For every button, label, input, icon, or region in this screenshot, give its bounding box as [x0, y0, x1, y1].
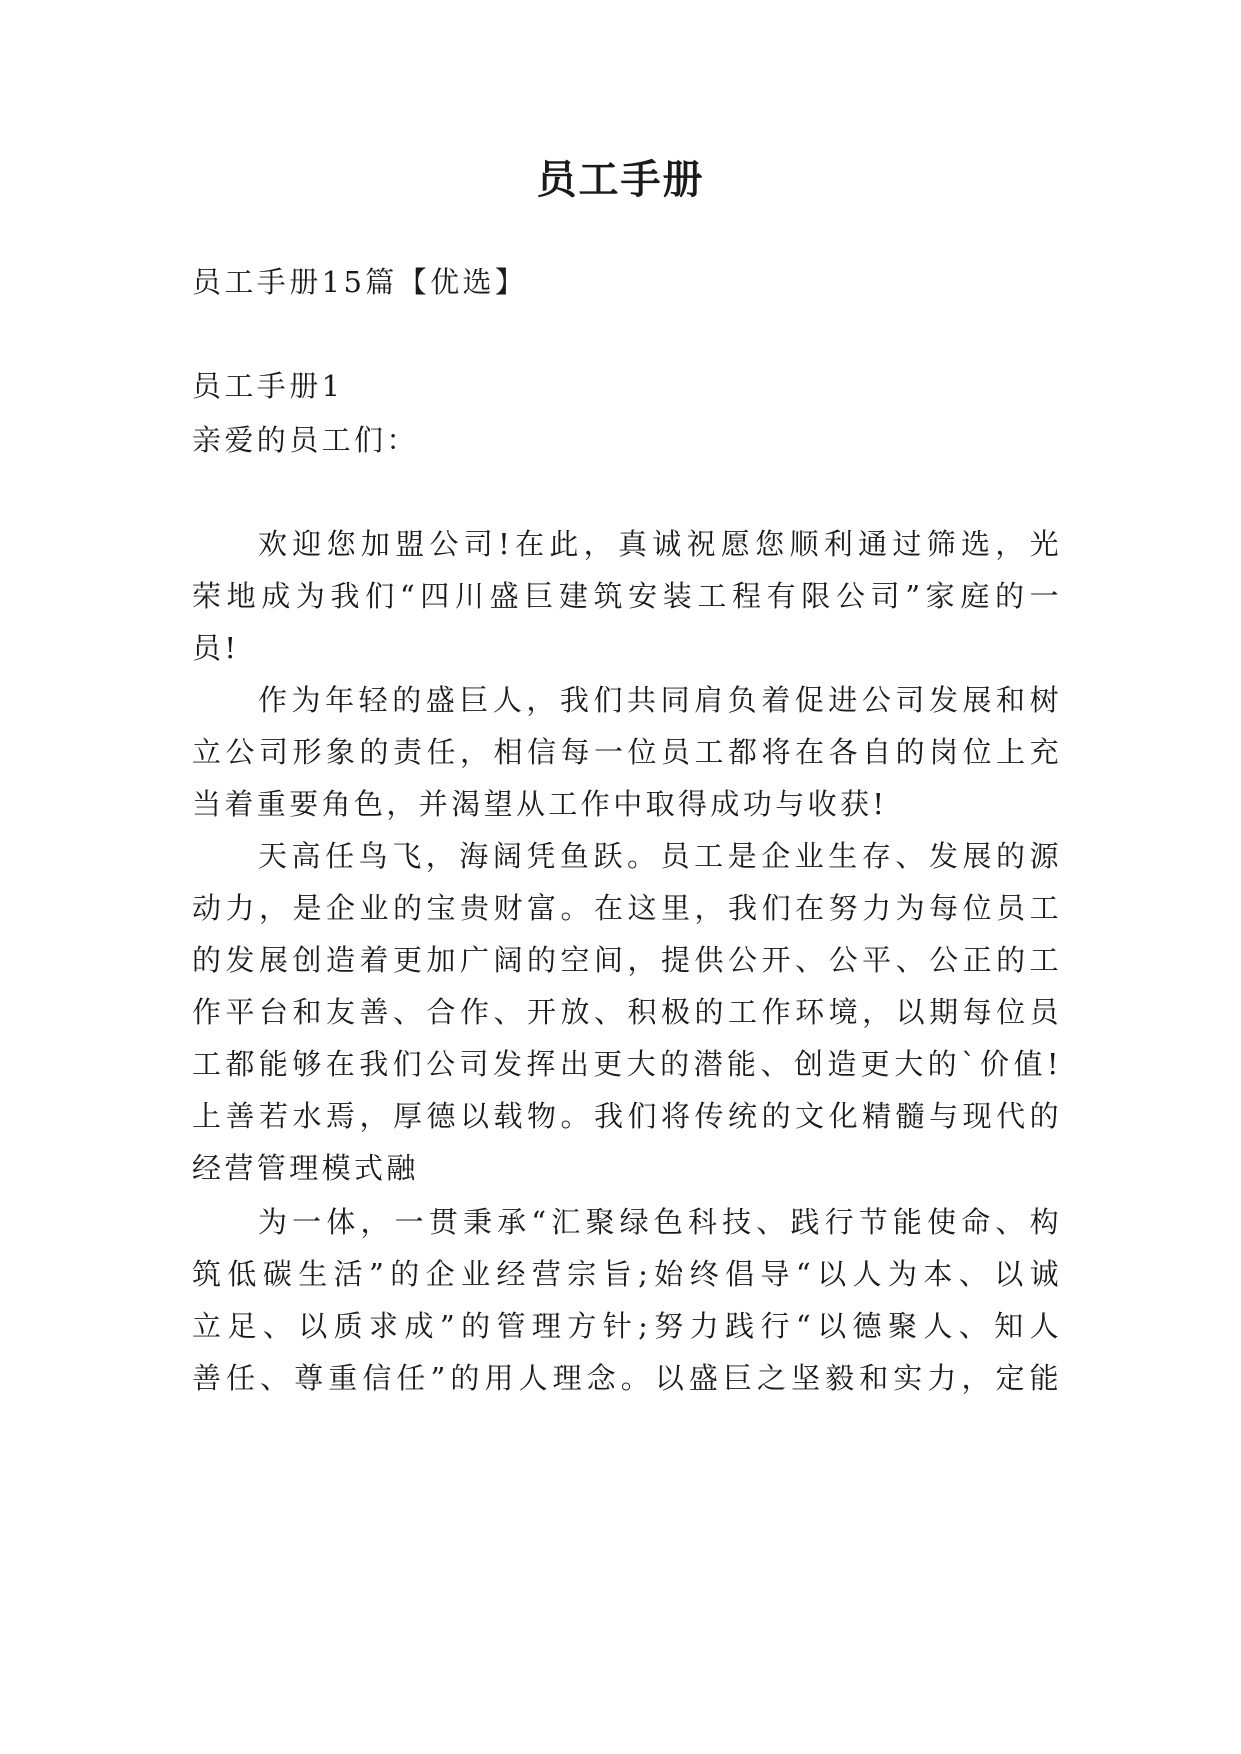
paragraph-3-line-4: 作平台和友善、合作、开放、积极的工作环境，以期每位员: [192, 995, 1062, 1029]
paragraph-4-line-3: 立足、以质求成”的管理方针;努力践行“以德聚人、知人: [192, 1309, 1062, 1343]
paragraph-3-line-7: 经营管理模式融: [192, 1151, 419, 1185]
paragraph-3-line-6: 上善若水焉，厚德以载物。我们将传统的文化精髓与现代的: [192, 1099, 1062, 1133]
paragraph-3-line-5: 工都能够在我们公司发挥出更大的潜能、创造更大的`价值!: [192, 1047, 1062, 1081]
paragraph-3-line-2: 动力，是企业的宝贵财富。在这里，我们在努力为每位员工: [192, 891, 1062, 925]
document-title: 员工手册: [536, 156, 705, 203]
document-subtitle: 员工手册15篇【优选】: [192, 265, 528, 299]
paragraph-3-line-1: 天高任鸟飞，海阔凭鱼跃。员工是企业生存、发展的源: [258, 839, 1062, 873]
paragraph-2-line-1: 作为年轻的盛巨人，我们共同肩负着促进公司发展和树: [258, 683, 1062, 717]
section-heading: 员工手册1: [192, 369, 344, 403]
paragraph-1-line-1: 欢迎您加盟公司!在此，真诚祝愿您顺利通过筛选，光: [258, 527, 1062, 561]
paragraph-2-line-2: 立公司形象的责任，相信每一位员工都将在各自的岗位上充: [192, 735, 1062, 769]
paragraph-3-line-3: 的发展创造着更加广阔的空间，提供公开、公平、公正的工: [192, 943, 1062, 977]
paragraph-1-line-2: 荣地成为我们“四川盛巨建筑安装工程有限公司”家庭的一: [192, 579, 1062, 613]
salutation: 亲爱的员工们：: [192, 423, 419, 457]
paragraph-1-line-3: 员!: [192, 631, 240, 665]
paragraph-4-line-1: 为一体，一贯秉承“汇聚绿色科技、践行节能使命、构: [258, 1205, 1062, 1239]
paragraph-4-line-2: 筑低碳生活”的企业经营宗旨;始终倡导“以人为本、以诚: [192, 1257, 1062, 1291]
paragraph-2-line-3: 当着重要角色，并渴望从工作中取得成功与收获!: [192, 787, 888, 821]
paragraph-4-line-4: 善任、尊重信任”的用人理念。以盛巨之坚毅和实力，定能: [192, 1361, 1062, 1395]
